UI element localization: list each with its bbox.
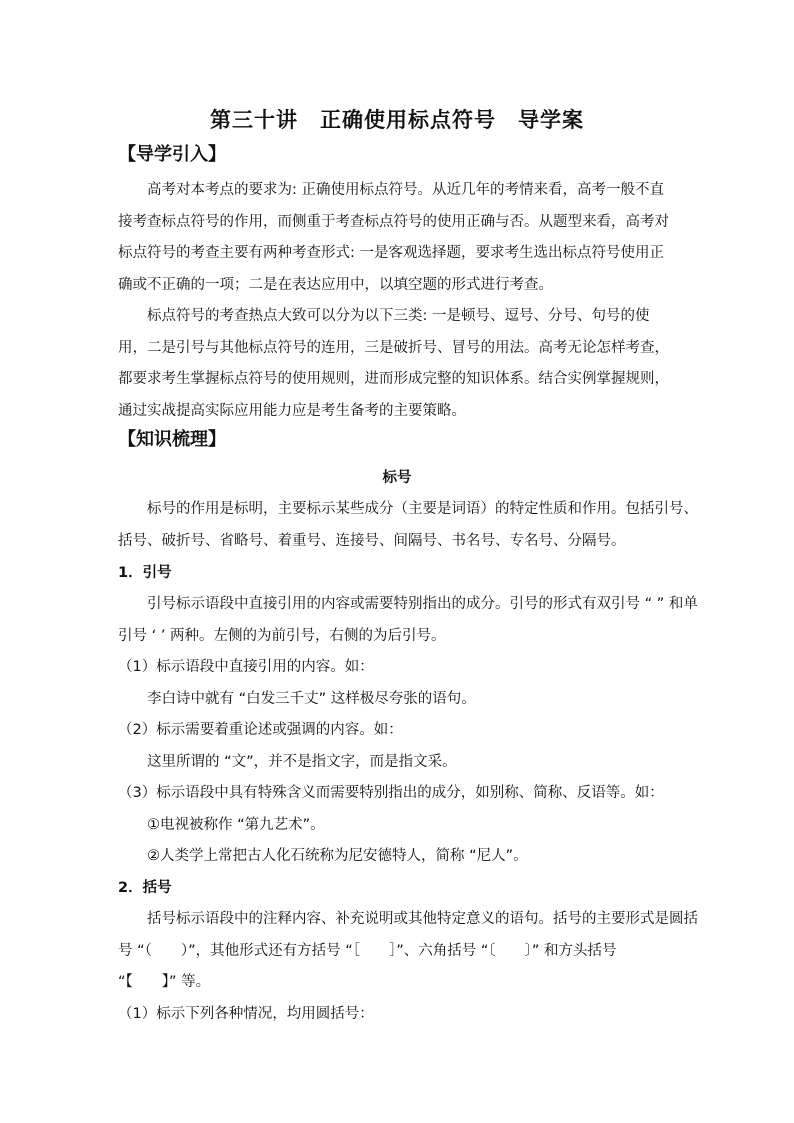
text-line: 号 “（ ）”，其他形式还有方括号 “［ ］”、六角括号 “〔 〕” 和方头括号 [118, 943, 617, 959]
page-title: 第三十讲 正确使用标点符号 导学案 [210, 107, 584, 132]
text-line: 括号标示语段中的注释内容、补充说明或其他特定意义的语句。括号的主要形式是圆括 [147, 911, 698, 927]
intro-body [118, 175, 678, 427]
text-line: 引号 ‘ ’ 两种。左侧的为前引号，右侧的为后引号。 [118, 628, 446, 644]
text-line: （2）标示需要着重论述或强调的内容。如： [118, 722, 403, 738]
text-line: 标号的作用是标明，主要标示某些成分（主要是词语）的特定性质和作用。包括引号、 [147, 501, 698, 517]
text-line: 括号、破折号、省略号、着重号、连接号、间隔号、书名号、专名号、分隔号。 [118, 533, 626, 549]
example-line: ①电视被称作 “第九艺术”。 [147, 817, 325, 833]
text-line: （3）标示语段中具有特殊含义而需要特别指出的成分，如别称、简称、反语等。如： [118, 785, 664, 801]
section-heading-knowledge: 【知识梳理】 [118, 429, 226, 450]
example-line: 这里所谓的 “文”，并不是指文字，而是指文采。 [147, 754, 457, 770]
text-line: 引号标示语段中直接引用的内容或需要特别指出的成分。引号的形式有双引号 “ ” 和单 [147, 596, 698, 612]
text-line: （1）标示下列各种情况，均用圆括号： [118, 1006, 374, 1022]
text-line: （1）标示语段中直接引用的内容。如： [118, 659, 374, 675]
item-heading-brackets: 2．括号 [118, 880, 172, 896]
intro-paragraph: 高考对本考点的要求为: 正确使用标点符号。从近几年的考情来看，高考一般不直接考查标点符号的作用，而侧重于考查标点符号的使用正确与否。从题型来看，高考对标点符号的考查主要有两种考查形式: 一是客观选择题，要求考生选出标点符号使用正确或不正确的一项；二是在表达应用中，以填空题的形式进行考查。 [118, 182, 669, 293]
example-line: 李白诗中就有 “白发三千丈” 这样极尽夸张的语句。 [147, 691, 476, 707]
example-line: ②人类学上常把古人化石统称为尼安德特人，简称 “尼人”。 [147, 848, 528, 864]
intro-paragraph: 标点符号的考查热点大致可以分为以下三类: 一是顿号、逗号、分号、句号的使用，二是引号与其他标点符号的连用，三是破折号、冒号的用法。高考无论怎样考查，都要求考生掌握标点符号的使用规则，进而形成完整的知识体系。结合实例掌握规则，通过实战提高实际应用能力应是考生备考的主要策略。 [118, 308, 669, 419]
item-heading-quotes: 1．引号 [118, 565, 172, 581]
subheading-biaohao: 标号 [382, 470, 412, 486]
text-line: “【 】” 等。 [118, 974, 211, 990]
section-heading-intro: 【导学引入】 [118, 144, 226, 165]
